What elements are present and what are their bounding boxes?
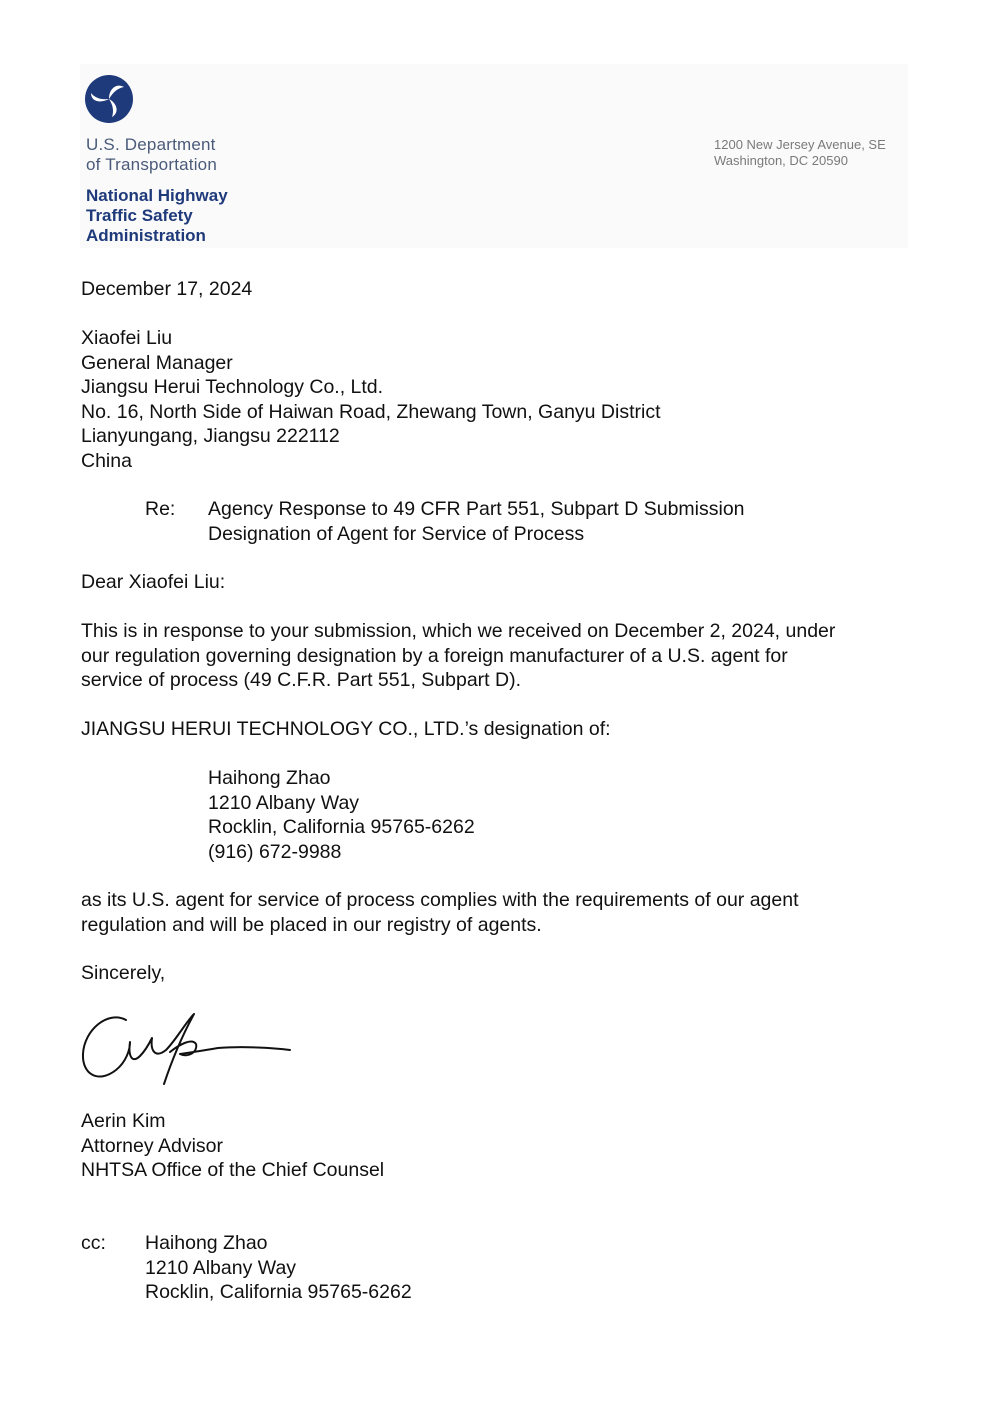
recipient-name: Xiaofei Liu [81,327,173,349]
dot-triskelion-logo [84,74,134,124]
letterhead-address-line1: 1200 New Jersey Avenue, SE [714,137,886,152]
handwritten-signature [78,1008,296,1088]
administration-name-line3: Administration [86,226,206,245]
agent-city: Rocklin, California 95765-6262 [208,816,475,838]
designation-intro: JIANGSU HERUI TECHNOLOGY CO., LTD.’s designation of: [81,718,611,740]
cc-label: cc: [81,1232,106,1254]
re-subject-line1: Agency Response to 49 CFR Part 551, Subpart D Submission [208,498,745,520]
administration-name-line2: Traffic Safety [86,206,193,225]
cc-city: Rocklin, California 95765-6262 [145,1281,412,1303]
recipient-title: General Manager [81,351,233,374]
paragraph2-line2: regulation and will be placed in our registry of agents. [81,913,542,936]
agent-phone: (916) 672-9988 [208,840,342,863]
paragraph1-line3: service of process (49 C.F.R. Part 551, Subpart D). [81,669,522,691]
signer-title: Attorney Advisor [81,1134,223,1157]
agent-street: 1210 Albany Way [208,791,360,814]
cc-name: Haihong Zhao [145,1232,268,1254]
agent-name: Haihong Zhao [208,767,331,789]
paragraph1-line2: our regulation governing designation by a foreign manufacturer of a U.S. agent for [81,644,788,667]
recipient-city: Lianyungang, Jiangsu 222112 [81,425,340,447]
closing: Sincerely, [81,962,166,984]
letter-date: December 17, 2024 [81,278,253,300]
signer-office: NHTSA Office of the Chief Counsel [81,1159,385,1181]
letterhead-address-line2: Washington, DC 20590 [714,153,848,168]
administration-name-line1: National Highway [86,186,228,205]
salutation: Dear Xiaofei Liu: [81,571,226,593]
cc-street: 1210 Albany Way [145,1256,297,1279]
signer-name: Aerin Kim [81,1110,166,1132]
department-name-line1: U.S. Department [86,135,216,154]
paragraph2-line1: as its U.S. agent for service of process complies with the requirements of our agent [81,889,799,911]
department-name-line2: of Transportation [86,155,217,174]
paragraph1-line1: This is in response to your submission, which we received on December 2, 2024, under [81,620,836,642]
re-subject-line2: Designation of Agent for Service of Process [208,522,585,545]
re-label: Re: [145,498,176,520]
recipient-street: No. 16, North Side of Haiwan Road, Zhewang Town, Ganyu District [81,400,661,423]
recipient-country: China [81,449,132,472]
recipient-company: Jiangsu Herui Technology Co., Ltd. [81,376,384,398]
